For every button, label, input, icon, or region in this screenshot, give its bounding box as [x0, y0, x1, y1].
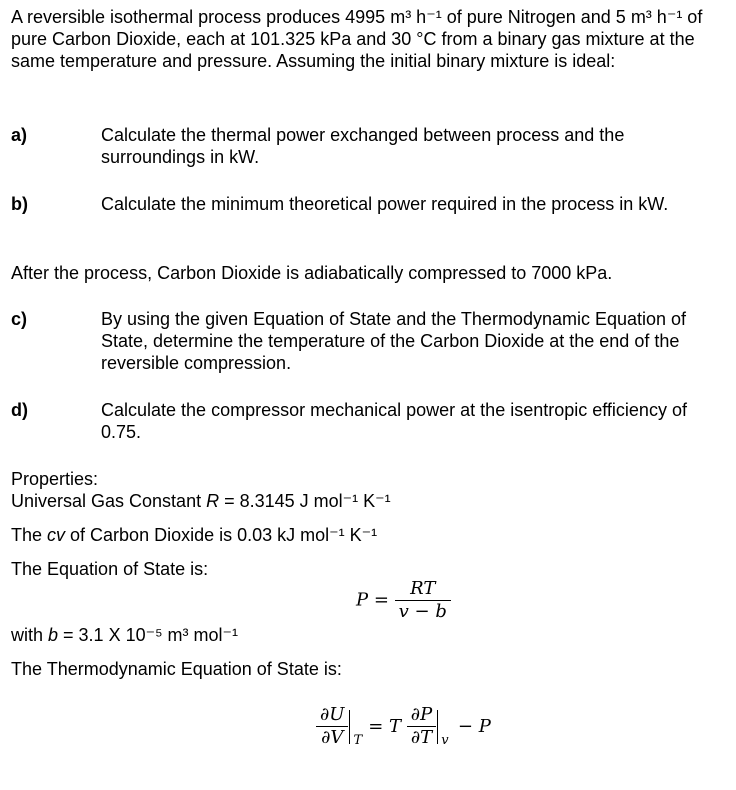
- question-text-b: Calculate the minimum theoretical power required in the process in kW.: [101, 194, 669, 214]
- question-text-c: By using the given Equation of State and the Thermodynamic Equation of State, determine the temperature of the Carbon Dioxide at the end of the reversible compression.: [101, 309, 687, 373]
- compression-statement: After the process, Carbon Dioxide is adiabatically compressed to 7000 kPa.: [11, 263, 613, 283]
- b-constant-line: with b = 3.1 X 10⁻⁵ m³ mol⁻¹: [11, 625, 239, 645]
- gas-constant-line: Universal Gas Constant R = 8.3145 J mol⁻¹ K⁻¹: [11, 491, 391, 511]
- equation-of-state: P = $\frac{RT}{v - b}$: [356, 578, 451, 623]
- question-label-c: c): [11, 309, 28, 329]
- thermodynamic-equation-of-state: $\frac{\partial U}{\partial V}$ T = T $\frac{\partial P}{\partial T}$ v − P: [316, 704, 491, 749]
- question-text-a: Calculate the thermal power exchanged between process and the surroundings in kW.: [101, 125, 625, 167]
- problem-intro: A reversible isothermal process produces 4995 m³ h⁻¹ of pure Nitrogen and 5 m³ h⁻¹ of pure Carbon Dioxide, each at 101.325 kPa and 30 °C from a binary gas mixture at the same temperature and pressure. Assuming the initial binary mixture is ideal:: [11, 7, 703, 71]
- question-label-a: a): [11, 125, 28, 145]
- cv-line: The cv of Carbon Dioxide is 0.03 kJ mol⁻¹ K⁻¹: [11, 525, 378, 545]
- question-text-d: Calculate the compressor mechanical power at the isentropic efficiency of 0.75.: [101, 400, 687, 442]
- question-label-b: b): [11, 194, 28, 214]
- question-label-d: d): [11, 400, 28, 420]
- eos-heading: The Equation of State is:: [11, 559, 209, 579]
- teos-heading: The Thermodynamic Equation of State is:: [11, 659, 342, 679]
- properties-heading: Properties:: [11, 469, 99, 489]
